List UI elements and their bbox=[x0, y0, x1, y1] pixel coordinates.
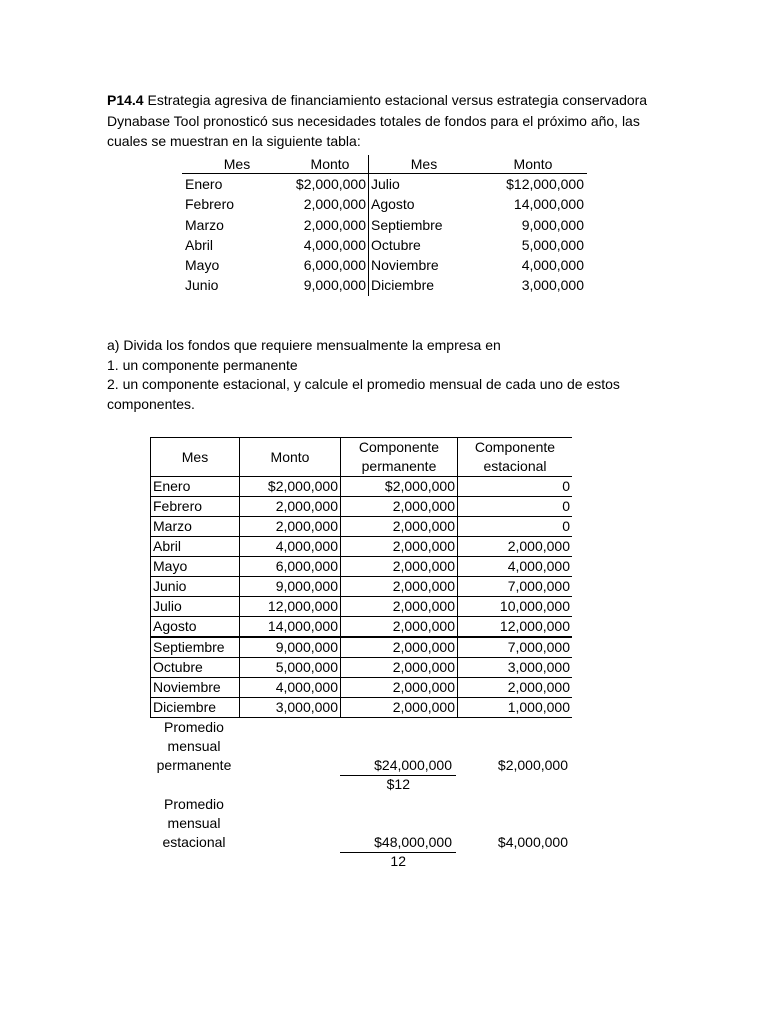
table-cell: Enero bbox=[151, 477, 240, 497]
header-cell: Monto bbox=[240, 438, 341, 477]
table-cell: 2,000,000 bbox=[341, 497, 458, 517]
forecast-cell: Febrero bbox=[185, 196, 235, 213]
question-line: 2. un componente estacional, y calcule el promedio mensual de cada uno de estos bbox=[107, 376, 620, 393]
table-cell: 2,000,000 bbox=[458, 678, 573, 698]
components-header bbox=[151, 438, 573, 477]
forecast-cell: Marzo bbox=[185, 216, 224, 233]
question-text bbox=[107, 336, 687, 415]
table-cell: Septiembre bbox=[151, 637, 240, 658]
table-cell: 2,000,000 bbox=[341, 637, 458, 658]
table-cell: 9,000,000 bbox=[240, 637, 341, 658]
problem-text: Estrategia agresiva de financiamiento estacional versus estrategia conservadora Dynabase Tool pronosticó sus necesidades totales de fondos para el próximo año, las cuales se muestran en la siguiente tabla: bbox=[107, 92, 648, 149]
question-line: a) Divida los fondos que requiere mensualmente la empresa en bbox=[107, 337, 501, 353]
table-cell: 9,000,000 bbox=[240, 577, 341, 597]
avg-numerator: $24,000,000 bbox=[374, 757, 452, 773]
forecast-cell: Octubre bbox=[371, 236, 421, 253]
table-row bbox=[151, 557, 573, 577]
forecast-cell: 9,000,000 bbox=[292, 275, 369, 295]
forecast-header-cell: Monto bbox=[292, 155, 369, 173]
forecast-cell: $2,000,000 bbox=[292, 174, 369, 194]
table-row bbox=[151, 678, 573, 698]
avg-label: mensual bbox=[167, 815, 221, 831]
table-row bbox=[151, 517, 573, 537]
table-cell: 3,000,000 bbox=[240, 698, 341, 718]
forecast-cell: 6,000,000 bbox=[292, 255, 369, 275]
table-cell: 1,000,000 bbox=[458, 698, 573, 718]
forecast-header-cell: Monto bbox=[513, 156, 553, 172]
forecast-cell: Abril bbox=[185, 236, 214, 253]
table-cell: 6,000,000 bbox=[240, 557, 341, 577]
problem-number: P14.4 bbox=[107, 92, 144, 108]
table-cell: Diciembre bbox=[151, 698, 240, 718]
components-table bbox=[150, 437, 572, 718]
avg-denominator: 12 bbox=[390, 853, 406, 869]
header-cell: Componente estacional bbox=[458, 438, 573, 477]
forecast-header-cell: Mes bbox=[410, 156, 438, 172]
avg-result: $2,000,000 bbox=[497, 757, 568, 773]
table-cell: Mayo bbox=[151, 557, 240, 577]
table-cell: 2,000,000 bbox=[341, 517, 458, 537]
avg-label: Promedio bbox=[164, 719, 224, 735]
table-cell: Noviembre bbox=[151, 678, 240, 698]
table-cell: 2,000,000 bbox=[458, 537, 573, 557]
forecast-cell: Mayo bbox=[185, 257, 220, 274]
forecast-cell: 3,000,000 bbox=[521, 277, 584, 294]
table-cell: Abril bbox=[151, 537, 240, 557]
forecast-cell: $12,000,000 bbox=[506, 176, 584, 192]
forecast-row bbox=[182, 235, 587, 255]
table-cell: 2,000,000 bbox=[341, 597, 458, 617]
table-cell: $2,000,000 bbox=[240, 477, 341, 497]
table-cell: 2,000,000 bbox=[240, 517, 341, 537]
table-cell: 7,000,000 bbox=[458, 577, 573, 597]
table-cell: Agosto bbox=[151, 617, 240, 638]
table-cell: 4,000,000 bbox=[458, 557, 573, 577]
forecast-cell: 5,000,000 bbox=[521, 236, 584, 253]
table-cell: 2,000,000 bbox=[341, 577, 458, 597]
table-row bbox=[151, 537, 573, 557]
forecast-cell: 9,000,000 bbox=[521, 216, 584, 233]
table-row bbox=[151, 658, 573, 678]
table-cell: Octubre bbox=[151, 658, 240, 678]
forecast-row bbox=[182, 174, 587, 194]
table-cell: 7,000,000 bbox=[458, 637, 573, 658]
table-cell: 2,000,000 bbox=[341, 678, 458, 698]
table-cell: 5,000,000 bbox=[240, 658, 341, 678]
table-cell: Febrero bbox=[151, 497, 240, 517]
avg-label: Promedio bbox=[164, 796, 224, 812]
forecast-row bbox=[182, 255, 587, 275]
table-cell: Marzo bbox=[151, 517, 240, 537]
forecast-cell: Julio bbox=[371, 176, 400, 192]
table-cell: 0 bbox=[458, 477, 573, 497]
table-cell: 2,000,000 bbox=[341, 537, 458, 557]
table-cell: 2,000,000 bbox=[240, 497, 341, 517]
forecast-row bbox=[182, 194, 587, 214]
forecast-cell: Enero bbox=[185, 176, 223, 192]
table-cell: 2,000,000 bbox=[341, 658, 458, 678]
header-cell: Mes bbox=[151, 438, 240, 477]
avg-label: estacional bbox=[162, 834, 226, 850]
header-cell: Componente permanente bbox=[341, 438, 458, 477]
table-row bbox=[151, 577, 573, 597]
forecast-cell: Agosto bbox=[371, 196, 415, 213]
forecast-cell: Junio bbox=[185, 277, 219, 294]
table-row bbox=[151, 497, 573, 517]
table-cell: 2,000,000 bbox=[341, 617, 458, 638]
avg-result: $4,000,000 bbox=[497, 834, 568, 850]
forecast-cell: 4,000,000 bbox=[292, 235, 369, 255]
table-row bbox=[151, 637, 573, 658]
forecast-row bbox=[182, 215, 587, 235]
table-row bbox=[151, 597, 573, 617]
table-cell: 4,000,000 bbox=[240, 537, 341, 557]
forecast-header-cell: Mes bbox=[223, 156, 251, 172]
table-cell: 12,000,000 bbox=[458, 617, 573, 638]
forecast-table bbox=[182, 155, 587, 296]
table-cell: 12,000,000 bbox=[240, 597, 341, 617]
forecast-cell: 14,000,000 bbox=[513, 196, 584, 213]
table-cell: $2,000,000 bbox=[341, 477, 458, 497]
avg-label: mensual bbox=[167, 738, 221, 754]
question-line: componentes. bbox=[107, 396, 195, 413]
forecast-cell: Septiembre bbox=[371, 216, 443, 233]
forecast-cell: Diciembre bbox=[371, 277, 435, 294]
forecast-cell: 2,000,000 bbox=[292, 215, 369, 235]
table-row bbox=[151, 698, 573, 718]
table-cell: 4,000,000 bbox=[240, 678, 341, 698]
forecast-cell: 4,000,000 bbox=[521, 257, 584, 274]
table-cell: 2,000,000 bbox=[341, 557, 458, 577]
table-cell: 0 bbox=[458, 517, 573, 537]
problem-statement bbox=[107, 90, 667, 152]
table-cell: 14,000,000 bbox=[240, 617, 341, 638]
table-cell: 2,000,000 bbox=[341, 698, 458, 718]
table-cell: 0 bbox=[458, 497, 573, 517]
question-line: 1. un componente permanente bbox=[107, 356, 298, 373]
table-row bbox=[151, 477, 573, 497]
table-cell: 3,000,000 bbox=[458, 658, 573, 678]
avg-numerator: $48,000,000 bbox=[374, 834, 452, 850]
avg-label: permanente bbox=[156, 757, 232, 773]
forecast-cell: 2,000,000 bbox=[292, 194, 369, 214]
avg-denominator: $12 bbox=[386, 776, 410, 792]
table-cell: 10,000,000 bbox=[458, 597, 573, 617]
forecast-row bbox=[182, 275, 587, 295]
table-cell: Junio bbox=[151, 577, 240, 597]
table-cell: Julio bbox=[151, 597, 240, 617]
forecast-cell: Noviembre bbox=[371, 257, 439, 274]
table-row bbox=[151, 617, 573, 638]
forecast-header bbox=[182, 155, 587, 174]
